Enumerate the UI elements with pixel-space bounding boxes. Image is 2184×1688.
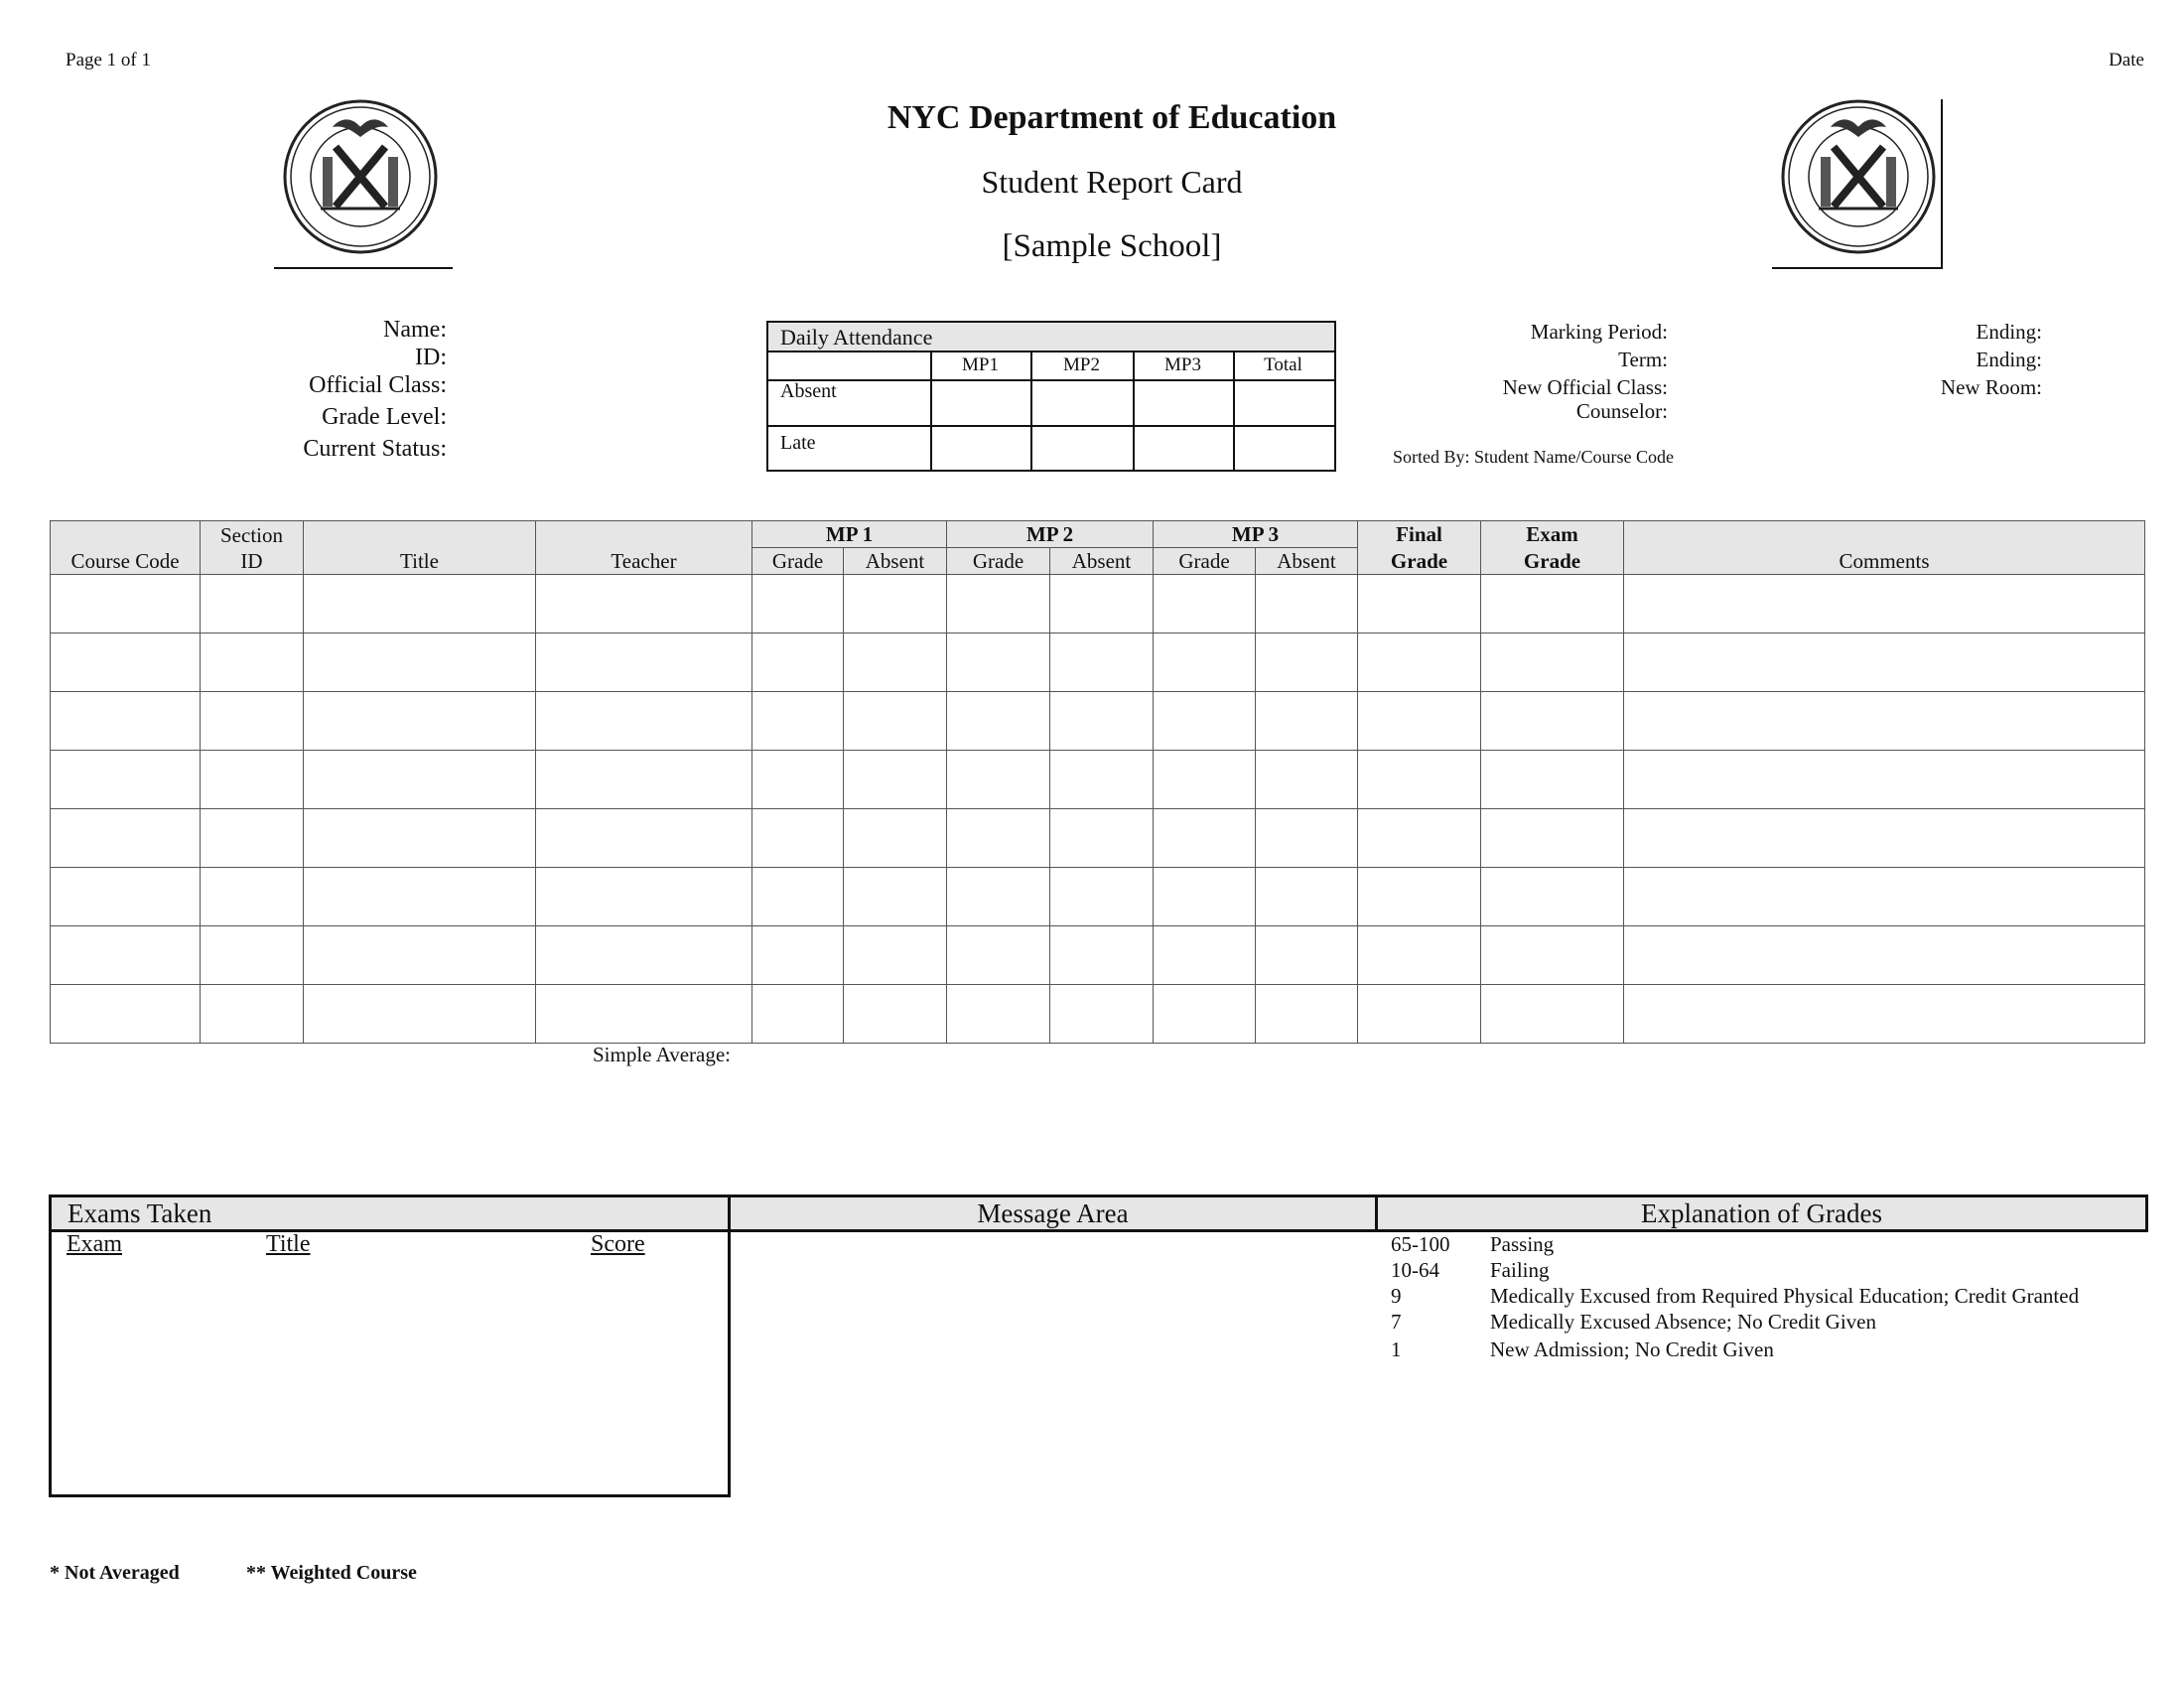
table-cell [1358, 868, 1481, 926]
table-cell [1050, 868, 1154, 926]
table-cell [844, 985, 947, 1044]
table-cell [536, 575, 752, 633]
table-cell [1358, 809, 1481, 868]
table-cell [536, 926, 752, 985]
exams-col-score: Score [591, 1231, 645, 1257]
official-class-label: Official Class: [309, 372, 447, 398]
seal-left-underline [274, 267, 453, 269]
table-cell [844, 751, 947, 809]
att-row-late: Late [780, 432, 816, 454]
current-status-label: Current Status: [303, 436, 447, 462]
table-cell [51, 751, 201, 809]
table-cell [304, 985, 536, 1044]
col-mp2-absent: Absent [1050, 548, 1154, 575]
counselor-label: Counselor: [1575, 399, 1668, 423]
table-cell [304, 926, 536, 985]
table-row [51, 633, 2145, 692]
col-mp1-absent: Absent [844, 548, 947, 575]
table-cell [1256, 575, 1358, 633]
table-cell [1481, 692, 1624, 751]
table-cell [1481, 633, 1624, 692]
marking-period-label: Marking Period: [1530, 320, 1668, 344]
col-title: Title [304, 521, 536, 575]
table-cell [947, 809, 1050, 868]
table-cell [1256, 985, 1358, 1044]
table-cell [201, 868, 304, 926]
table-cell [201, 809, 304, 868]
org-title: NYC Department of Education [887, 99, 1337, 136]
table-cell [1624, 751, 2145, 809]
table-cell [947, 751, 1050, 809]
table-cell [1050, 926, 1154, 985]
table-row [51, 692, 2145, 751]
grade-level-label: Grade Level: [322, 404, 447, 430]
table-cell [304, 809, 536, 868]
table-cell [304, 633, 536, 692]
table-cell [1050, 692, 1154, 751]
col-mp3: MP 3 [1154, 521, 1358, 548]
col-mp2: MP 2 [947, 521, 1154, 548]
table-cell [1358, 751, 1481, 809]
table-cell [51, 809, 201, 868]
seal-right-bracket [1941, 99, 1943, 268]
table-cell [1154, 868, 1256, 926]
table-cell [1624, 985, 2145, 1044]
table-cell [1256, 868, 1358, 926]
name-label: Name: [383, 317, 447, 343]
simple-average-label: Simple Average: [593, 1043, 731, 1066]
table-cell [844, 692, 947, 751]
table-cell [1481, 868, 1624, 926]
table-cell [752, 926, 844, 985]
table-cell [1256, 692, 1358, 751]
table-cell [201, 926, 304, 985]
exams-col-exam: Exam [67, 1231, 122, 1257]
table-cell [51, 985, 201, 1044]
table-row [51, 868, 2145, 926]
table-cell [536, 751, 752, 809]
date-label: Date [2109, 50, 2144, 70]
table-cell [947, 692, 1050, 751]
table-cell [947, 633, 1050, 692]
table-cell [304, 868, 536, 926]
col-exam-top: Exam [1481, 521, 1624, 548]
daily-attendance-box [766, 321, 1336, 472]
table-cell [51, 575, 201, 633]
col-mp1-grade: Grade [752, 548, 844, 575]
table-cell [536, 868, 752, 926]
table-cell [201, 692, 304, 751]
table-cell [844, 809, 947, 868]
table-cell [1154, 751, 1256, 809]
student-fields [199, 315, 447, 464]
table-cell [947, 868, 1050, 926]
col-course-code: Course Code [51, 521, 201, 575]
table-cell [1154, 985, 1256, 1044]
explanation-list [1391, 1231, 2079, 1362]
table-cell [536, 985, 752, 1044]
table-cell [1154, 575, 1256, 633]
table-cell [51, 926, 201, 985]
table-cell [752, 868, 844, 926]
table-cell [201, 575, 304, 633]
table-cell [536, 692, 752, 751]
table-cell [51, 868, 201, 926]
explanation-item: 65-100 Passing [1391, 1232, 1555, 1256]
table-row [51, 575, 2145, 633]
table-cell [947, 926, 1050, 985]
table-cell [1256, 926, 1358, 985]
table-cell [1624, 575, 2145, 633]
table-cell [844, 868, 947, 926]
table-cell [1624, 692, 2145, 751]
table-cell [1154, 926, 1256, 985]
table-cell [536, 633, 752, 692]
att-col-mp3: MP3 [1164, 354, 1201, 375]
table-cell [844, 633, 947, 692]
table-cell [1624, 809, 2145, 868]
col-section-top: Section [201, 521, 304, 548]
table-cell [1481, 926, 1624, 985]
att-col-total: Total [1264, 354, 1302, 375]
grades-table-body [51, 575, 2145, 1044]
table-cell [752, 575, 844, 633]
explanation-item: 10-64 Failing [1391, 1258, 1550, 1282]
doc-title: Student Report Card [981, 164, 1243, 200]
explanation-item: 9 Medically Excused from Required Physical Education; Credit Granted [1391, 1284, 2080, 1308]
table-cell [1154, 809, 1256, 868]
period-info [1370, 318, 1668, 425]
col-mp2-grade: Grade [947, 548, 1050, 575]
table-cell [1481, 575, 1624, 633]
explanation-item: 7 Medically Excused Absence; No Credit Given [1391, 1310, 1876, 1334]
table-cell [1624, 926, 2145, 985]
term-label: Term: [1618, 348, 1668, 371]
table-cell [1050, 575, 1154, 633]
new-official-class-label: New Official Class: [1502, 375, 1668, 399]
table-cell [1050, 633, 1154, 692]
col-mp1: MP 1 [752, 521, 947, 548]
table-cell [947, 985, 1050, 1044]
grades-table [50, 520, 2145, 1044]
table-row [51, 809, 2145, 868]
table-cell [752, 809, 844, 868]
weighted-course-note: ** Weighted Course [246, 1562, 417, 1584]
table-cell [304, 751, 536, 809]
table-cell [1256, 751, 1358, 809]
col-final-top: Final [1358, 521, 1481, 548]
att-col-mp2: MP2 [1063, 354, 1100, 375]
exams-taken-title: Exams Taken [49, 1195, 731, 1232]
table-cell [947, 575, 1050, 633]
id-label: ID: [415, 345, 447, 370]
message-area-title: Message Area [728, 1195, 1378, 1232]
table-cell [1256, 633, 1358, 692]
explanation-title: Explanation of Grades [1375, 1195, 2148, 1232]
table-cell [1624, 868, 2145, 926]
table-cell [1154, 633, 1256, 692]
col-section-bottom: ID [201, 548, 304, 575]
table-cell [752, 633, 844, 692]
table-cell [1358, 575, 1481, 633]
col-exam-bottom: Grade [1481, 548, 1624, 575]
new-room-label: New Room: [1940, 375, 2042, 399]
table-cell [844, 575, 947, 633]
table-cell [1624, 633, 2145, 692]
table-cell [1050, 985, 1154, 1044]
table-cell [51, 692, 201, 751]
nyc-seal-right [1779, 97, 1938, 256]
exams-col-title: Title [266, 1231, 311, 1257]
table-cell [1358, 633, 1481, 692]
ending-label-2: Ending: [1976, 348, 2042, 371]
col-teacher: Teacher [536, 521, 752, 575]
col-comments: Comments [1624, 521, 2145, 575]
table-cell [1481, 985, 1624, 1044]
table-row [51, 751, 2145, 809]
table-cell [844, 926, 947, 985]
ending-info [1787, 318, 2042, 401]
col-mp3-absent: Absent [1256, 548, 1358, 575]
table-cell [51, 633, 201, 692]
daily-attendance-title: Daily Attendance [768, 323, 1334, 352]
table-cell [752, 692, 844, 751]
col-mp3-grade: Grade [1154, 548, 1256, 575]
table-cell [304, 692, 536, 751]
page-number: Page 1 of 1 [66, 50, 152, 70]
att-col-mp1: MP1 [962, 354, 999, 375]
table-cell [1358, 926, 1481, 985]
explanation-item: 1 New Admission; No Credit Given [1391, 1337, 1774, 1361]
table-row [51, 985, 2145, 1044]
table-cell [1050, 751, 1154, 809]
ending-label-1: Ending: [1976, 320, 2042, 344]
table-cell [1481, 751, 1624, 809]
table-cell [1154, 692, 1256, 751]
col-final-bottom: Grade [1358, 548, 1481, 575]
table-cell [201, 751, 304, 809]
table-cell [752, 751, 844, 809]
nyc-seal-left [281, 97, 440, 256]
table-cell [201, 633, 304, 692]
table-cell [1050, 809, 1154, 868]
table-row [51, 926, 2145, 985]
table-cell [304, 575, 536, 633]
table-cell [752, 985, 844, 1044]
seal-right-underline [1772, 267, 1943, 269]
table-cell [1481, 809, 1624, 868]
sorted-by: Sorted By: Student Name/Course Code [1393, 447, 1674, 467]
table-cell [536, 809, 752, 868]
att-row-absent: Absent [780, 380, 837, 402]
table-cell [1358, 692, 1481, 751]
school-name: [Sample School] [1002, 228, 1222, 264]
att-hline [768, 379, 1334, 381]
table-cell [1358, 985, 1481, 1044]
table-cell [201, 985, 304, 1044]
not-averaged-note: * Not Averaged [50, 1562, 180, 1584]
att-hline [768, 425, 1334, 427]
table-cell [1256, 809, 1358, 868]
